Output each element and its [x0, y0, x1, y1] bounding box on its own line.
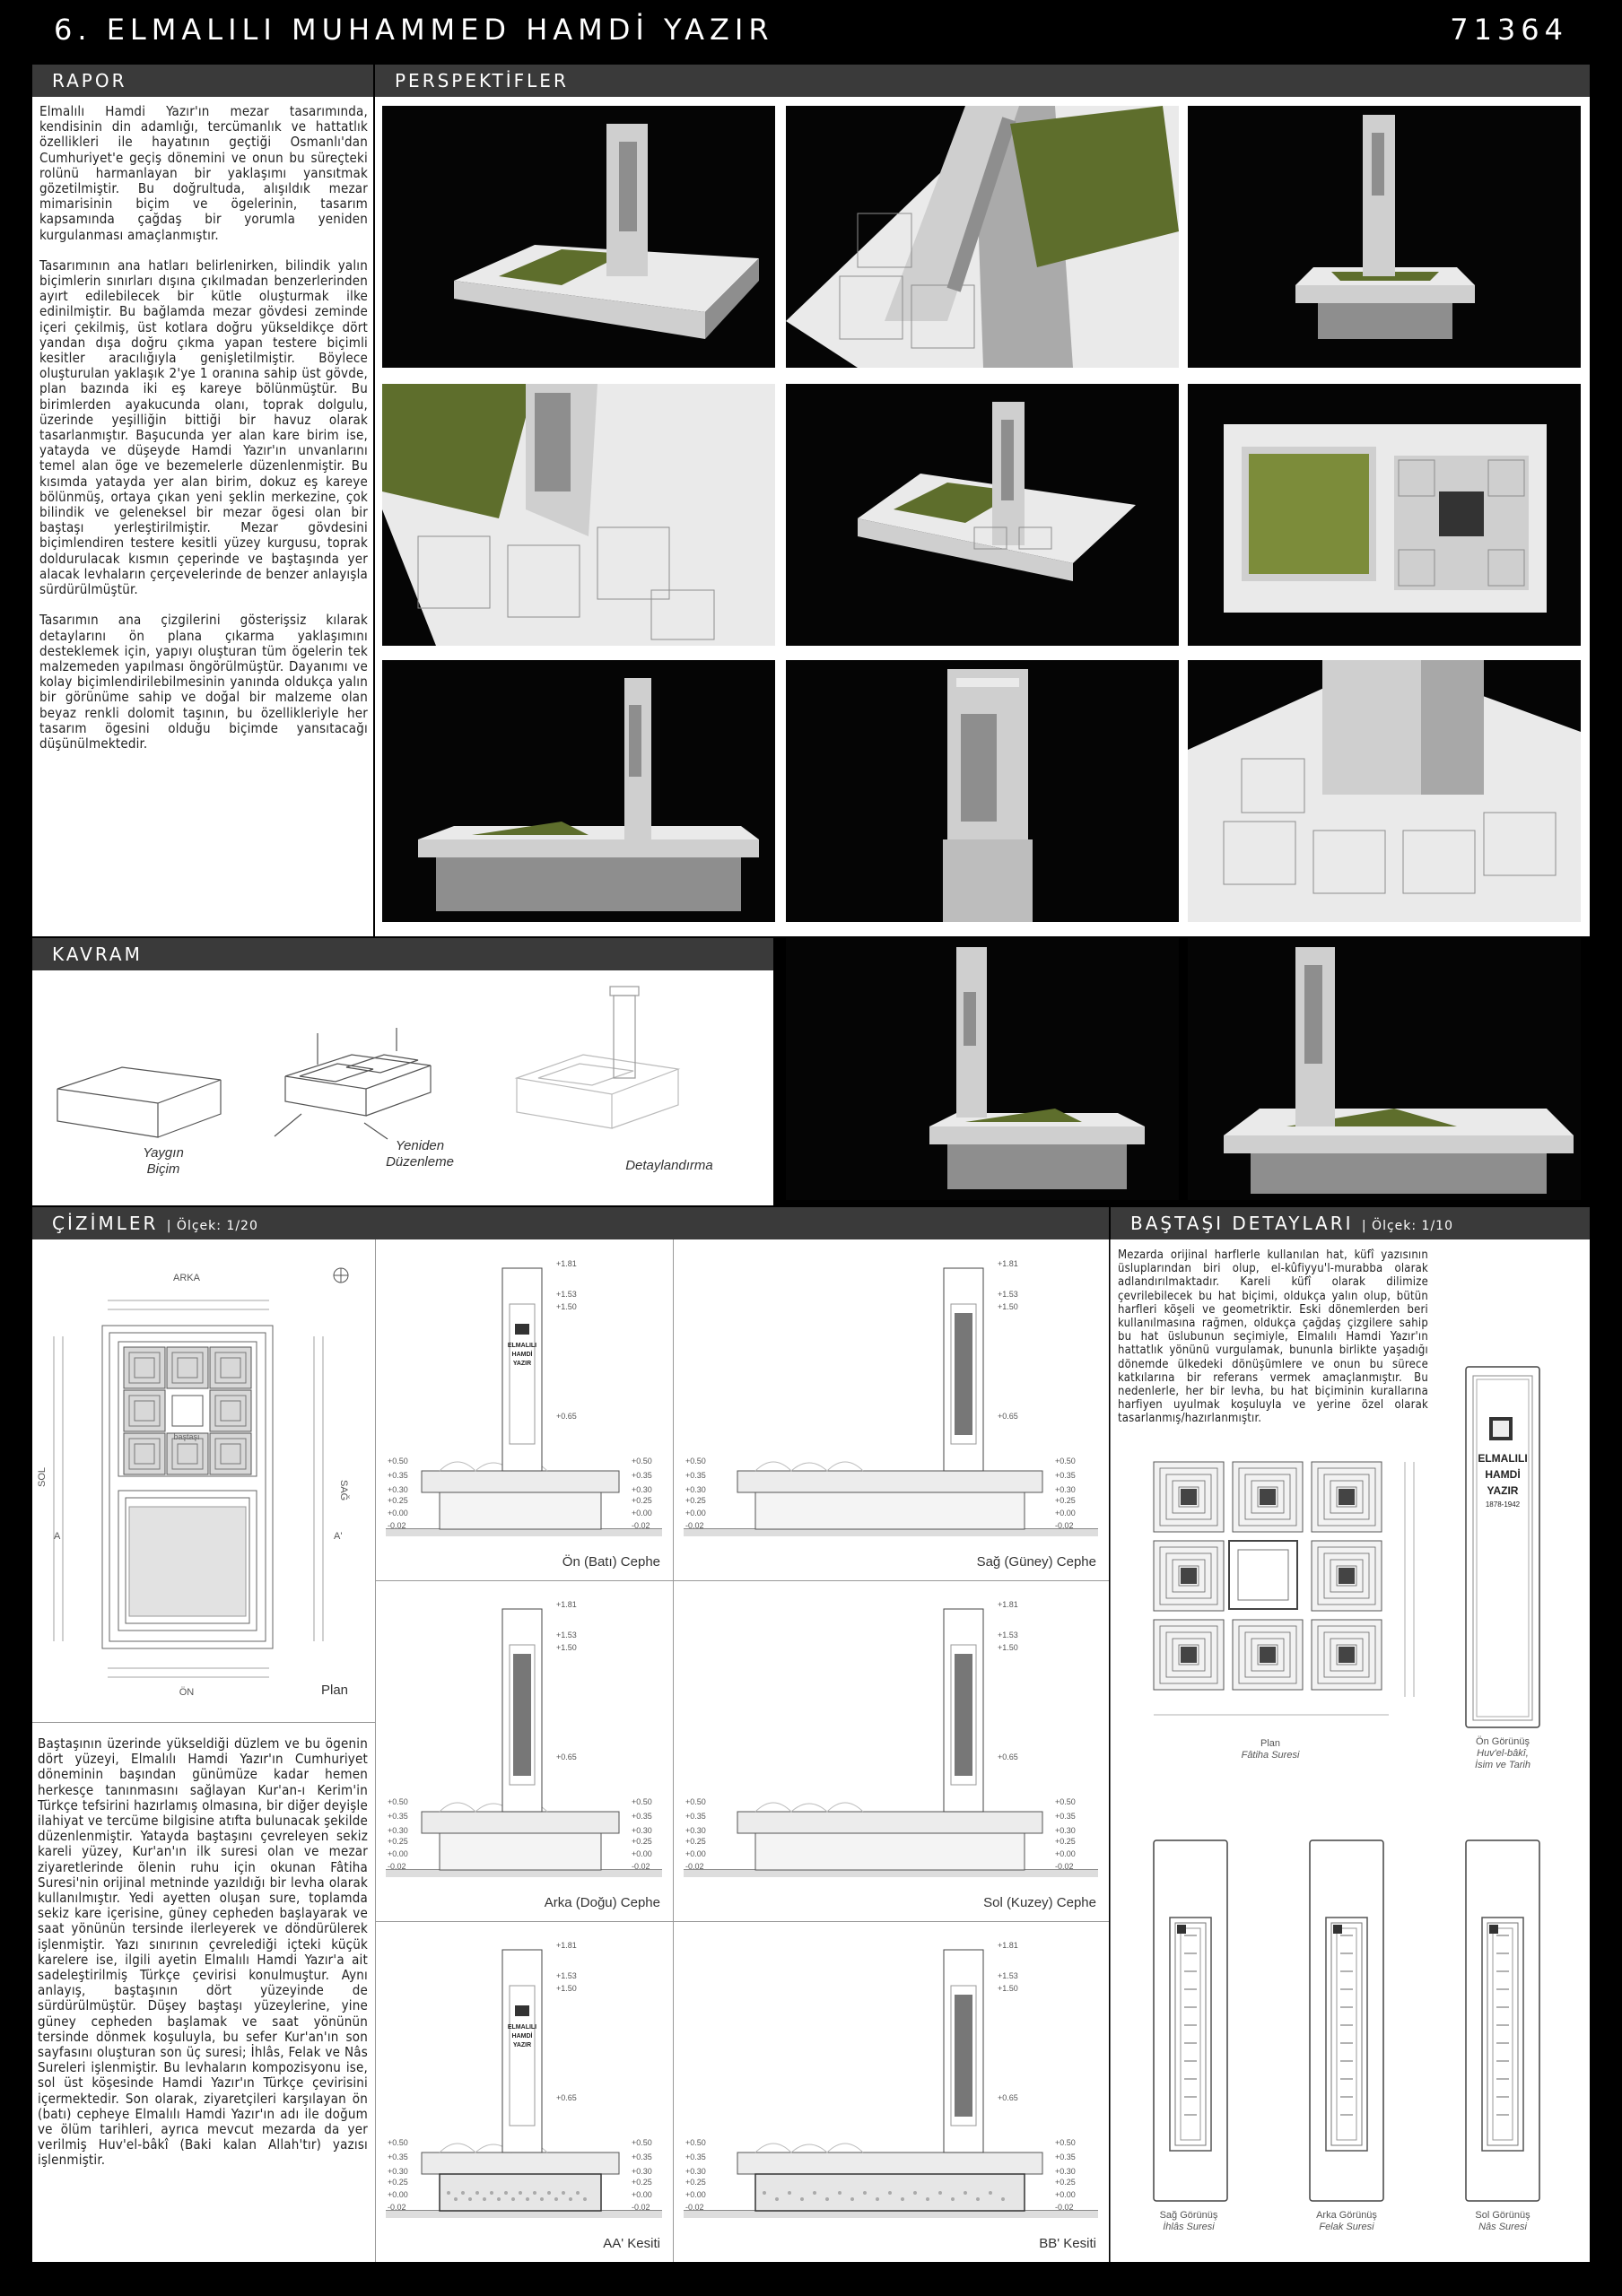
elev-name-1: ELMALILI [507, 2024, 537, 2031]
level-mark: +0.00 [632, 2190, 652, 2199]
caption-title: Ön Görünüş [1476, 1736, 1530, 1747]
level-mark: +0.25 [685, 1496, 706, 1505]
elevation-bb [675, 1923, 1107, 2260]
perspective-render [1188, 106, 1581, 368]
bastasi-sag-caption [1130, 2210, 1247, 2233]
level-mark: +0.25 [632, 2178, 652, 2187]
elevation-caption: Sol (Kuzey) Cephe [983, 1895, 1096, 1910]
rapor-text [39, 104, 368, 752]
level-mark: -0.02 [632, 1521, 650, 1530]
caption-subtitle: Felak Suresi [1319, 2222, 1374, 2232]
level-mark: -0.02 [388, 1521, 406, 1530]
perspective-render [1188, 938, 1581, 1200]
perspective-render [786, 106, 1179, 368]
elevation-sag [675, 1241, 1107, 1578]
caption-subtitle: İsim ve Tarih [1475, 1760, 1530, 1770]
level-mark: +1.53 [998, 1631, 1018, 1639]
kavram-step-1-line1: Yaygın [143, 1145, 184, 1161]
elevation-caption: BB' Kesiti [1039, 2236, 1096, 2251]
level-mark: +0.30 [388, 2167, 408, 2176]
divider [375, 1239, 376, 2262]
level-mark: +0.50 [388, 1457, 408, 1465]
level-mark: +1.81 [998, 1600, 1018, 1609]
level-mark: -0.02 [1055, 2203, 1074, 2212]
caption-subtitle: İhlâs Suresi [1163, 2222, 1215, 2232]
level-mark: -0.02 [685, 1862, 704, 1871]
tombstone-name-1: ELMALILI [1478, 1452, 1528, 1465]
level-mark: +0.35 [388, 1471, 408, 1480]
cizimler-text: Baştaşının üzerinde yükseldiği düzlem ve bu ögenin dört yüzeyi, Elmalılı Hamdi Yazır'ın Cumhuriyet döneminin başından günümüze kadar hemen herkesçe tanınmasını sağlayan Kur'an-ı Kerim'in Türkçe tefsirini hazırlamış olmasına, bir diğer deyişle ilahiyat ve tercüme bilgisine atıfta bulunacak şekilde düzenlenmiştir. Yatayda baştaşını çevreleyen sekiz kareli yüzey, Kur'an'ın ilk suresi olan ve mezar ziyaretlerinde ölenin ruhu için okunan Fâtiha Suresi'nin orijinal metninde yazıldığı bir levha olarak kullanılmıştır. Yedi ayetten oluşan sure, toplamda sekiz kare içerisine, güney cepheden başlayarak ve saat yönünün tersinde ilerleyerek ve döndürülerek işlenmiştir. Yazı sınırının çevrelediği içteki küçük karelere ise, ilgili ayetin Elmalılı Hamdi Yazır'a ait sadeleştirilmiş Türkçe çevirisi konulmuştur. Aynı anlayış, baştaşının dört yüzeyinde de sürdürülmüştür. Düşey baştaşı yüzeylerine, yine güney cepheden başlamak ve saat yönünün tersinde dönmek koşuluyla, bu sefer Kur'an'ın son sayfasını oluşturan son üç suresi; İhlâs, Felak ve Nâs Sureleri işlenmiştir. Bu levhaların kompozisyonu ise, sol üst köşesinde Hamdi Yazır'ın Türkçe çevirisini içermektedir. Son olarak, ziyaretçileri karşılayan ön (batı) cepheye Elmalılı Hamdi Yazır'ın adı ile doğum ve ölüm tarihleri, ayrıca mevcut mezarda da yer verilmiş Huv'el-bâkî (Baki kalan Allah'tır) yazısı işlenmiştir. [38, 1735, 368, 2169]
level-mark: +1.53 [556, 1290, 577, 1299]
level-mark: +0.30 [388, 1485, 408, 1494]
level-mark: +0.50 [685, 1457, 706, 1465]
level-mark: +0.35 [632, 1471, 652, 1480]
bastasi-side-view [1150, 1837, 1231, 2205]
divider [673, 1921, 674, 2262]
caption-title: Sağ Görünüş [1159, 2210, 1218, 2221]
level-mark: +0.35 [1055, 2152, 1076, 2161]
caption-subtitle: Huv'el-bâkî, [1477, 1748, 1529, 1759]
perspective-render [382, 384, 775, 646]
caption-title: Plan [1260, 1738, 1281, 1749]
caption-subtitle: Fâtiha Suresi [1241, 1750, 1300, 1761]
caption-title: Arka Görünüş [1316, 2210, 1377, 2221]
level-mark: +0.35 [685, 1812, 706, 1821]
level-mark: +1.50 [556, 1643, 577, 1652]
level-mark: +0.30 [685, 1826, 706, 1835]
level-mark: +0.35 [388, 1812, 408, 1821]
level-mark: +0.50 [685, 2138, 706, 2147]
kavram-diagram [32, 970, 773, 1205]
divider [1110, 1239, 1111, 2262]
level-mark: +1.81 [556, 1600, 577, 1609]
kavram-step-3: Detaylandırma [625, 1158, 713, 1173]
level-mark: +0.25 [1055, 2178, 1076, 2187]
elevation-sol [675, 1582, 1107, 1919]
elevation-arka [377, 1582, 671, 1919]
level-mark: +0.25 [1055, 1496, 1076, 1505]
level-mark: +0.30 [1055, 2167, 1076, 2176]
caption-title: Sol Görünüş [1475, 2210, 1530, 2221]
level-mark: +0.30 [685, 2167, 706, 2176]
bastasi-arka-caption [1288, 2210, 1405, 2233]
level-mark: +0.00 [632, 1509, 652, 1518]
level-mark: +0.50 [685, 1797, 706, 1806]
level-mark: +0.30 [1055, 1485, 1076, 1494]
kavram-step-1-line2: Biçim [146, 1161, 180, 1177]
level-mark: +0.50 [388, 1797, 408, 1806]
scale-label: | Ölçek: 1/10 [1361, 1219, 1453, 1233]
elev-name-1: ELMALILI [507, 1343, 537, 1349]
caption-subtitle: Nâs Suresi [1478, 2222, 1527, 2232]
bastasi-front-view [1462, 1363, 1543, 1731]
plan-sag-label: SAĞ [338, 1480, 349, 1501]
plan-center-label: baştaşı [173, 1432, 200, 1441]
rapor-paragraph: Elmalılı Hamdi Yazır'ın mezar tasarımında, kendisinin din adamlığı, tercümanlık ve hattatlık özellikleri ile hayatının geçtiği Osmanlı'dan Cumhuriyet'e geçiş dönemini ve onun bu süreçteki rolünü harmanlayan bir yaklaşımı yansıtmak gözetilmiştir. Bu doğrultuda, alışıldık mezar mimarisinin biçim ve ögelerinin, tasarım kapsamında çağdaş bir yorumla yeniden kurgulanması amaçlanmıştır. [39, 103, 368, 243]
tombstone-name-3: YAZIR [1487, 1484, 1519, 1497]
level-mark: +0.65 [998, 1412, 1018, 1421]
level-mark: +0.35 [632, 2152, 652, 2161]
elevation-caption: AA' Kesiti [603, 2236, 660, 2251]
bastasi-plan-drawing [1145, 1453, 1432, 1749]
level-mark: +0.25 [388, 1837, 408, 1846]
level-mark: +0.65 [998, 2093, 1018, 2102]
level-mark: +0.50 [632, 2138, 652, 2147]
elevation-on [377, 1241, 671, 1578]
level-mark: +1.81 [998, 1259, 1018, 1268]
level-mark: +0.00 [1055, 2190, 1076, 2199]
plan-caption: Plan [321, 1683, 349, 1698]
level-mark: +0.25 [632, 1496, 652, 1505]
perspective-render [382, 106, 775, 368]
plan-a-label: A [54, 1531, 61, 1542]
level-mark: +1.53 [998, 1290, 1018, 1299]
bastasi-text-block [1118, 1248, 1428, 1455]
level-mark: +0.30 [388, 1826, 408, 1835]
plan-on-label: ÖN [179, 1687, 195, 1698]
level-mark: +1.81 [998, 1941, 1018, 1950]
level-mark: +0.65 [556, 2093, 577, 2102]
level-mark: +0.00 [1055, 1509, 1076, 1518]
perspective-render [786, 938, 1179, 1200]
level-mark: +0.50 [1055, 1457, 1076, 1465]
elevation-aa [377, 1923, 671, 2260]
divider [32, 1722, 375, 1723]
level-mark: +1.50 [556, 1984, 577, 1993]
level-mark: -0.02 [685, 1521, 704, 1530]
level-mark: +0.25 [388, 2178, 408, 2187]
perspective-render [786, 384, 1179, 646]
bastasi-sol-caption [1444, 2210, 1561, 2233]
rapor-panel [32, 97, 373, 936]
plan-arka-label: ARKA [173, 1273, 200, 1283]
perspective-render [1188, 384, 1581, 646]
level-mark: +1.53 [556, 1631, 577, 1639]
level-mark: +0.50 [632, 1457, 652, 1465]
plan-drawing [36, 1256, 371, 1704]
tombstone-name-2: HAMDİ [1485, 1468, 1521, 1481]
kavram-step-2-line2: Düzenleme [386, 1154, 454, 1170]
level-mark: -0.02 [685, 2203, 704, 2212]
level-mark: +1.53 [556, 1971, 577, 1980]
section-title: KAVRAM [52, 944, 143, 965]
level-mark: +0.00 [388, 1509, 408, 1518]
level-mark: +0.30 [1055, 1826, 1076, 1835]
section-title: PERSPEKTİFLER [395, 70, 569, 91]
plan-sol-label: SOL [37, 1466, 48, 1487]
rapor-paragraph: Tasarımının ana hatları belirlenirken, bilindik yalın biçimlerin sınırları dışına çıkılmadan benzerlerinden ayırt edilebilecek bir kütle oluşturmak ilke edinilmiştir. Bu bağlamda mezar gövdesi zeminde içeri çekilmiş, üst kotlara doğru yükseldikçe dört yandan dışa doğru çıkma yapan testere biçimli kesitler aracılığıyla genişletilmiştir. Böylece oluşturulan yaklaşık 2'ye 1 oranına sahip üst gövde, plan bazında iki eş kareye bölünmüştür. Bu birimlerden ayakucunda olanı, toprak dolgulu, üzerinde yeşilliğin bittiği bir havuz olarak tasarlanmıştır. Başucunda yer alan kare birim ise, yatayda ve düşeyde Hamdi Yazır'ın unvanlarını temel alan öge ve bezemelerle düzenlenmiştir. Bu kısımda yatayda yer alan birim, dokuz eş kareye bölünmüş, ortaya çıkan yeni şeklin merkezine, çok bilindik ve geleneksel bir mezar ögesi olan bir baştaşı yerleştirilmiştir. Mezar gövdesini biçimlendiren testere kesitli yüzey kurgusu, toprak doldurulacak kısmın çeperinde ve baştaşında yer alacak levhaların çerçevelerinde de benzer anlayışla sürdürülmüştür. [39, 257, 368, 598]
level-mark: +0.00 [388, 1849, 408, 1858]
cizimler-text-block [38, 1736, 368, 2257]
bastasi-text: Mezarda orijinal harflerle kullanılan hat, küfî yazısının üsluplarından biri olup, el-kûfiyyu'l-murabba olarak adlandırılmaktadır. Kareli küfî olarak dilimize çevrilebilecek bu hat biçimi, oldukça yalın olup, bütün harfleri köşeli ve geometriktir. Eski dönemlerden beri kullanılmasına rağmen, oldukça çağdaş çizgilere sahip bu hat üslubunun seçimiyle, Elmalılı Hamdi Yazır'ın hattatlık yönünü vurgulamak, bununla birlikte yaşadığı dönemde ülkedeki dönüşümlere ve onun bu sürece katkılarına bir referans vermek amaçlanmıştır. Bu nedenlerle, her bir levha, bu hat biçiminin kurallarına harfiyen uyulmak koşuluyla ve yerine özel olarak tasarlanmış/hazırlanmıştır. [1118, 1248, 1428, 1426]
section-header-perspektifler [375, 65, 1590, 97]
level-mark: -0.02 [1055, 1521, 1074, 1530]
level-mark: +0.30 [685, 1485, 706, 1494]
level-mark: +0.35 [1055, 1812, 1076, 1821]
level-mark: +0.25 [388, 1496, 408, 1505]
level-mark: +1.50 [998, 1643, 1018, 1652]
level-mark: +0.65 [556, 1412, 577, 1421]
bastasi-side-view [1306, 1837, 1387, 2205]
level-mark: +0.25 [685, 1837, 706, 1846]
level-mark: +1.50 [998, 1984, 1018, 1993]
section-title: RAPOR [52, 70, 127, 91]
level-mark: -0.02 [388, 1862, 406, 1871]
level-mark: +0.35 [1055, 1471, 1076, 1480]
level-mark: +0.35 [685, 1471, 706, 1480]
section-title: BAŞTAŞI DETAYLARI [1130, 1213, 1354, 1234]
level-mark: +0.50 [1055, 1797, 1076, 1806]
section-title: ÇİZİMLER [52, 1213, 159, 1234]
section-header-cizimler [32, 1207, 1109, 1239]
level-mark: +0.50 [1055, 2138, 1076, 2147]
top-bar [0, 0, 1622, 65]
level-mark: +0.65 [556, 1752, 577, 1761]
section-header-kavram [32, 938, 773, 970]
level-mark: +1.81 [556, 1941, 577, 1950]
level-mark: -0.02 [1055, 1862, 1074, 1871]
section-header-bastasi [1111, 1207, 1590, 1239]
elev-name-3: YAZIR [512, 1361, 532, 1367]
project-number: 71364 [1450, 13, 1568, 47]
divider [375, 1921, 1109, 1922]
bastasi-front-caption [1435, 1736, 1570, 1771]
level-mark: +0.35 [685, 2152, 706, 2161]
level-mark: +0.35 [632, 1812, 652, 1821]
level-mark: +1.50 [998, 1302, 1018, 1311]
bastasi-side-view [1462, 1837, 1543, 2205]
elevation-caption: Arka (Doğu) Cephe [544, 1895, 660, 1910]
level-mark: +0.00 [388, 2190, 408, 2199]
level-mark: +0.50 [388, 2138, 408, 2147]
level-mark: +0.30 [632, 1485, 652, 1494]
level-mark: +1.81 [556, 1259, 577, 1268]
elev-name-2: HAMDİ [511, 2033, 533, 2039]
elevation-caption: Ön (Batı) Cephe [562, 1554, 660, 1570]
level-mark: +0.65 [998, 1752, 1018, 1761]
level-mark: +0.00 [1055, 1849, 1076, 1858]
level-mark: +0.00 [685, 1509, 706, 1518]
level-mark: -0.02 [632, 1862, 650, 1871]
level-mark: +1.50 [556, 1302, 577, 1311]
elev-name-2: HAMDİ [511, 1352, 533, 1358]
page-title: 6. ELMALILI MUHAMMED HAMDİ YAZIR [54, 13, 774, 47]
level-mark: +0.35 [388, 2152, 408, 2161]
level-mark: +0.00 [685, 2190, 706, 2199]
perspective-render [1188, 660, 1581, 922]
perspective-render [382, 660, 775, 922]
level-mark: +0.50 [632, 1797, 652, 1806]
tombstone-dates: 1878-1942 [1485, 1500, 1521, 1509]
perspective-render [786, 660, 1179, 922]
kavram-panel [32, 970, 773, 1205]
level-mark: +0.00 [632, 1849, 652, 1858]
level-mark: +0.25 [685, 2178, 706, 2187]
level-mark: +0.25 [632, 1837, 652, 1846]
level-mark: +0.00 [685, 1849, 706, 1858]
section-header-rapor [32, 65, 373, 97]
rapor-paragraph: Tasarımın ana çizgilerini gösterişsiz kılarak detaylarını ön plana çıkarma yaklaşımını desteklemek için, yapıyı oluşturan tüm ögelerin tek malzemeden yapılması öngörülmüştür. Dayanımı ve kolay biçimlendirilebilmesinin yanında oldukça yalın bir görünüme sahip ve doğal bir malzeme olan beyaz renkli dolomit taşının, bu özellikleriyle her tasarım ögesini olduğu biçimde yansıtacağı düşünülmektedir. [39, 612, 368, 752]
elevation-caption: Sağ (Güney) Cephe [976, 1554, 1096, 1570]
level-mark: +1.53 [998, 1971, 1018, 1980]
divider [375, 1580, 1109, 1581]
elev-name-3: YAZIR [512, 2042, 532, 2048]
kavram-step-2-line1: Yeniden [395, 1138, 445, 1153]
level-mark: -0.02 [632, 2203, 650, 2212]
level-mark: +0.30 [632, 1826, 652, 1835]
level-mark: +0.25 [1055, 1837, 1076, 1846]
bastasi-plan-caption [1216, 1738, 1324, 1761]
level-mark: -0.02 [388, 2203, 406, 2212]
level-mark: +0.30 [632, 2167, 652, 2176]
plan-a2-label: A' [334, 1531, 343, 1542]
scale-label: | Ölçek: 1/20 [166, 1219, 258, 1233]
